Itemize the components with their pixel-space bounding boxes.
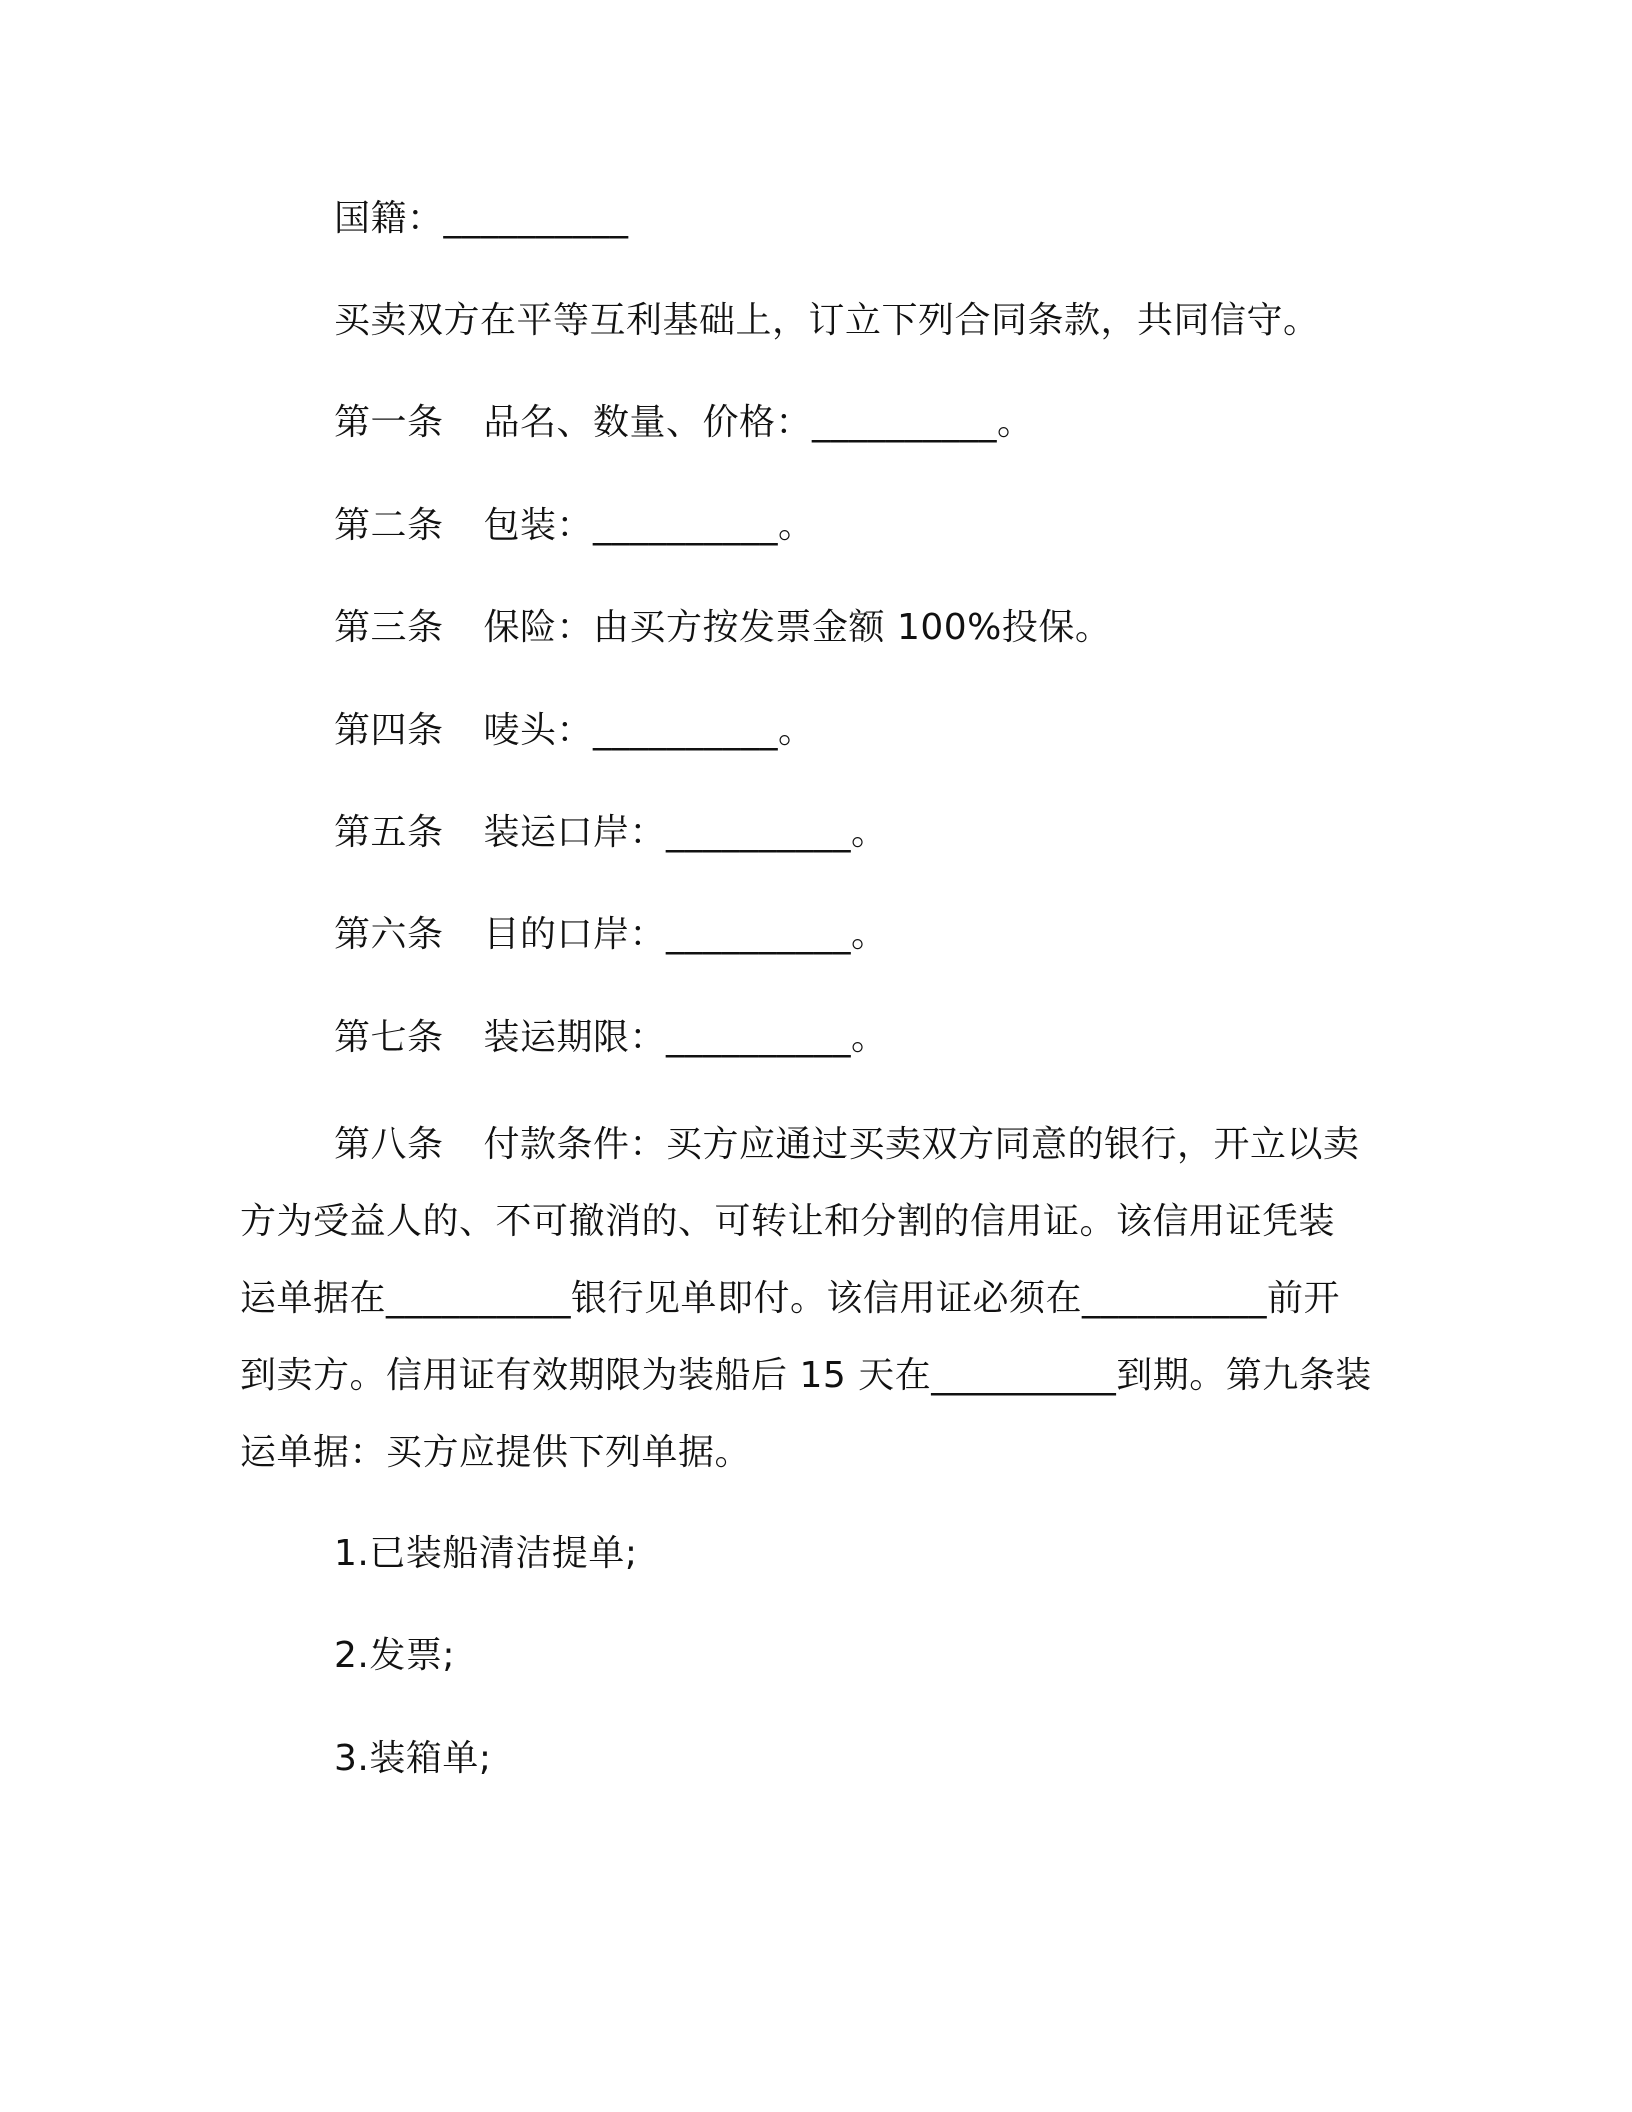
document-list-item-3: 3.装箱单; bbox=[334, 1738, 492, 1779]
article-8-line-1: 第八条 付款条件：买方应通过买卖双方同意的银行，开立以卖 bbox=[334, 1124, 1360, 1165]
article-text: 保险：由买方按发票金额 100%投保。 bbox=[483, 607, 1112, 648]
article-number: 第二条 bbox=[334, 505, 444, 546]
article-8-line-2: 方为受益人的、不可撤消的、可转让和分割的信用证。该信用证凭装 bbox=[240, 1201, 1336, 1242]
article-text: 品名、数量、价格：__________。 bbox=[483, 402, 1034, 443]
article-text: 装运口岸：__________。 bbox=[483, 812, 888, 853]
article-8-line-3: 运单据在__________银行见单即付。该信用证必须在__________前开 bbox=[240, 1278, 1341, 1319]
article-5 bbox=[334, 811, 888, 855]
article-6 bbox=[334, 913, 888, 957]
article-8-line-4: 到卖方。信用证有效期限为装船后 15 天在__________到期。第九条装 bbox=[240, 1355, 1372, 1396]
nationality-line: 国籍：__________ bbox=[334, 198, 629, 239]
preamble-line: 买卖双方在平等互利基础上，订立下列合同条款，共同信守。 bbox=[334, 300, 1320, 341]
article-text: 唛头：__________。 bbox=[483, 710, 815, 751]
article-text: 包装：__________。 bbox=[483, 505, 815, 546]
article-2 bbox=[334, 504, 815, 548]
article-number: 第七条 bbox=[334, 1017, 444, 1058]
article-1 bbox=[334, 401, 1034, 445]
article-text: 目的口岸：__________。 bbox=[483, 914, 888, 955]
article-7 bbox=[334, 1016, 888, 1060]
document-list-item-1: 1.已装船清洁提单; bbox=[334, 1533, 638, 1574]
article-number: 第四条 bbox=[334, 710, 444, 751]
article-8-paragraph bbox=[240, 1106, 1400, 1491]
article-3 bbox=[334, 606, 1111, 650]
article-number: 第一条 bbox=[334, 402, 444, 443]
document-list-item-2: 2.发票; bbox=[334, 1635, 455, 1676]
article-4 bbox=[334, 709, 815, 753]
article-number: 第五条 bbox=[334, 812, 444, 853]
article-number: 第三条 bbox=[334, 607, 444, 648]
article-8-line-5: 运单据：买方应提供下列单据。 bbox=[240, 1432, 752, 1473]
article-text: 装运期限：__________。 bbox=[483, 1017, 888, 1058]
article-number: 第八条 bbox=[334, 1124, 444, 1165]
article-number: 第六条 bbox=[334, 914, 444, 955]
